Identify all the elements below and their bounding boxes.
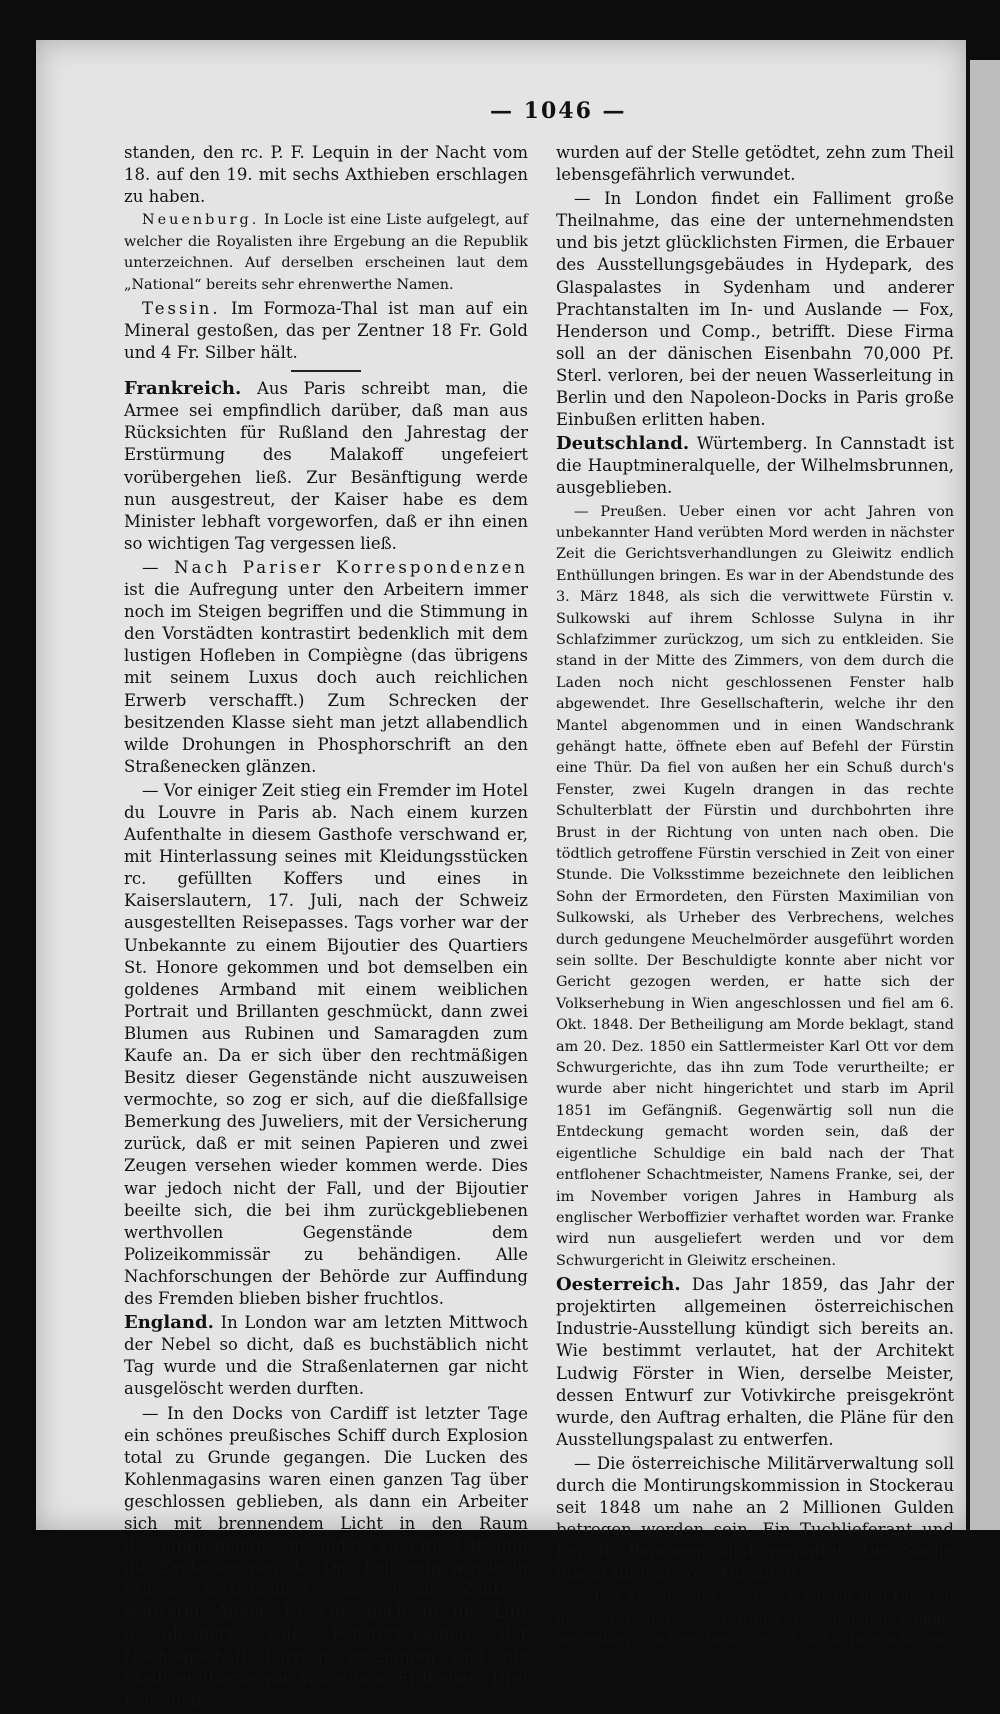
article-neuenburg-text: In Locle ist eine Liste aufgelegt, auf welcher die Royalisten ihre Ergebung an die Republik unterzeichnen. Auf derselben erscheinen laut dem „National“ bereits sehr ehrenwerthe Namen. (124, 212, 528, 293)
section-heading-frankreich: Frankreich. (124, 378, 242, 400)
article-frankreich-text: Aus Paris schreibt man, die Armee sei empfindlich darüber, daß man aus Rücksichten für Rußland den Jahrestag der Erstürmung des Malakoff ungefeiert vorübergehen ließ. Zur Besänftigung werde nun ausgestreut, der Kaiser habe es dem Minister lebhaft vorgeworfen, daß er ihn einen so wichtigen Tag vergessen ließ. (124, 379, 528, 553)
next-page-edge (966, 60, 1000, 1530)
article-deutschland (556, 433, 954, 499)
article-england-text: In London war am letzten Mittwoch der Nebel so dicht, daß es buchstäblich nicht Tag wurde und die Straßenlaternen gar nicht ausgelöscht werden durften. (124, 1313, 528, 1399)
article-frankreich-2 (124, 557, 528, 778)
article-neuenburg (124, 210, 528, 296)
section-heading-england: England. (124, 1312, 214, 1334)
article-frankreich-2-text: ist die Aufregung unter den Arbeitern immer noch im Steigen begriffen und die Stimmung in den Vorstädten kontrastirt bedenklich mit dem lustigen Hofleben in Compiègne (das übrigens mit seinem Luxus doch auch reichlichen Erwerb verschafft.) Zum Schrecken der besitzenden Klasse sieht man jetzt allabendlich wilde Drohungen in Phosphorschrift an den Straßenecken glänzen. (124, 580, 528, 776)
article-england-2: — In den Docks von Cardiff ist letzter Tage ein schönes preußisches Schiff durch Explosion total zu Grunde gegangen. Die Lucken des Kohlenmagasins waren einen ganzen Tag über geschlossen geblieben, als dann ein Arbeiter sich mit brennendem Licht in den Raum desselben begab, entzündete sich die Luft und die Explosion war da. Das Fahrzeug wurde in Stücke zertrümmert, ein vierzig Zentner schwerer Anker 15 Fuß hoch in die Luft geschleudert. Alle Fensterscheiben der Nachbarschaft klirrten zusammen und die Stadt erzitterte wie von einem Erdbeben. Drei Personen (124, 1403, 528, 1710)
left-column (124, 142, 528, 1714)
section-heading-deutschland: Deutschland. (556, 433, 690, 455)
page-number: — 1046 — (490, 98, 627, 124)
article-deutschland-text: Würtemberg. In Cannstadt ist die Hauptmineralquelle, der Wilhelmsbrunnen, ausgeblieben. (556, 434, 954, 498)
section-heading-oesterreich: Oesterreich. (556, 1274, 681, 1296)
article-frankreich-3: — Vor einiger Zeit stieg ein Fremder im Hotel du Louvre in Paris ab. Nach einem kurzen Aufenthalte in diesem Gasthofe verschwand er, mit Hinterlassung seines mit Kleidungsstücken rc. gefüllten Koffers und eines in Kaiserslautern, 17. Juli, nach der Schweiz ausgestellten Reisepasses. Tags vorher war der Unbekannte zu einem Bijoutier des Quartiers St. Honore gekommen und bot demselben ein goldenes Armband mit einem weiblichen Portrait und Brillanten geschmückt, dann zwei Blumen aus Rubinen und Samaragden zum Kaufe an. Da er sich über den rechtmäßigen Besitz dieser Gegenstände nicht auszuweisen vermochte, so zog er sich, auf die dießfallsige Bemerkung des Juweliers, mit der Versicherung zurück, daß er mit seinen Papieren und zwei Zeugen versehen wieder kommen werde. Dies war jedoch nicht der Fall, und der Bijoutier beeilte sich, die bei ihm zurückgebliebenen werthvollen Gegenstände dem Polizeikommissär zu behändigen. Alle Nachforschungen der Behörde zur Auffindung des Fremden blieben bisher fruchtlos. (124, 780, 528, 1309)
article-continuation: wurden auf der Stelle getödtet, zehn zum Theil lebensgefährlich verwundet. (556, 143, 954, 185)
article-preussen: — Preußen. Ueber einen vor acht Jahren von unbekannter Hand verübten Mord werden in nächster Zeit die Gerichtsverhandlungen zu Gleiwitz endlich Enthüllungen bringen. Es war in der Abendstunde des 3. März 1848, als sich die verwittwete Fürstin v. Sulkowski auf ihrem Schlosse Sulyna in ihr Schlafzimmer zurückzog, um sich zu entkleiden. Sie stand in der Mitte des Zimmers, von dem durch die Laden noch nicht geschlossenen Fenster halb abgewendet. Ihre Gesellschafterin, welche ihr den Mantel abgenommen und in einen Wandschrank gehängt hatte, öffnete eben auf Befehl der Fürstin eine Thür. Da fiel von außen her ein Schuß durch's Fenster, zwei Kugeln drangen in das rechte Schulterblatt der Fürstin und durchbohrten ihre Brust in der Richtung von unten nach oben. Die tödtlich getroffene Fürstin verschied in Zeit von einer Stunde. Die Volksstimme bezeichnete den leiblichen Sohn der Ermordeten, den Fürsten Maximilian von Sulkowski, als Urheber des Verbrechens, welches durch gedungene Meuchelmörder ausgeführt worden sein sollte. Der Beschuldigte konnte aber nicht vor Gericht gezogen werden, er hatte sich der Volkserhebung in Wien angeschlossen und fiel am 6. Okt. 1848. Der Betheiligung am Morde beklagt, stand am 20. Dez. 1850 ein Sattlermeister Karl Ott vor dem Schwurgerichte, das ihn zum Tode verurtheilte; er wurde aber nicht hingerichtet und starb im April 1851 im Gefängniß. Gegenwärtig soll nun die Entdeckung gemacht worden sein, daß der eigentliche Schuldige ein bald nach der That entflohener Schachtmeister, Namens Franke, sei, der im November vorigen Jahres in Hamburg als englischer Werboffizier verhaftet worden war. Franke wird nun ausgeliefert werden und vor dem Schwurgericht in Gleiwitz erscheinen. (556, 503, 954, 1269)
article-oesterreich (556, 1274, 954, 1451)
article-oesterreich-2: — Die österreichische Militärverwaltung soll durch die Montirungskommission in Stockerau seit 1848 um nahe an 2 Millionen Gulden betrogen worden sein. Ein Tuchlieferant und bei 40 Personen sind verhaftet. Die Sache macht ungeheures Aufsehen. (556, 1453, 954, 1584)
article-london-falliment: — In London findet ein Falliment große Theilnahme, das eine der unternehmendsten und bis jetzt glücklichsten Firmen, die Erbauer des Ausstellungsgebäudes in Hydepark, des Glaspalastes in Sydenham und anderer Prachtanstalten im In- und Auslande — Fox, Henderson und Comp., betrifft. Diese Firma soll an der dänischen Eisenbahn 70,000 Pf. Sterl. verloren, bei der neuen Wasserleitung in Berlin und den Napoleon-Docks in Paris große Einbußen erlitten haben. (556, 189, 954, 430)
section-lead-tessin: Tessin. (142, 298, 221, 318)
right-column (556, 142, 954, 1654)
article-tessin-text: Im Formoza-Thal ist man auf ein Mineral gestoßen, das per Zentner 18 Fr. Gold und 4 Fr. Silber hält. (124, 298, 528, 363)
article-fragment-switzerland: standen, den rc. P. F. Lequin in der Nacht vom 18. auf den 19. mit sechs Axthieben erschlagen zu haben. (124, 143, 528, 207)
article-oesterreich-3: — Der Kaiser von Oesterreich hat für den Dombau in Speyer, der schon früher gespendeten Summe neuerdings ein Geschenk von 29,000 fl. folgen lassen. (556, 1589, 954, 1649)
article-tessin (124, 298, 528, 364)
section-divider (291, 370, 361, 372)
section-lead-neuenburg: Neuenburg. (142, 212, 260, 229)
article-oesterreich-text: Das Jahr 1859, das Jahr der projektirten allgemeinen österreichischen Industrie-Ausstellung kündigt sich bereits an. Wie bestimmt verlautet, hat der Architekt Ludwig Förster in Wien, derselbe Meister, dessen Entwurf zur Votivkirche preisgekrönt wurde, den Auftrag erhalten, die Pläne für den Ausstellungspalast zu entwerfen. (556, 1275, 955, 1449)
article-england (124, 1312, 528, 1400)
article-frankreich-2-lead: — Nach Pariser Korrespondenzen (142, 557, 528, 577)
article-frankreich (124, 378, 528, 555)
